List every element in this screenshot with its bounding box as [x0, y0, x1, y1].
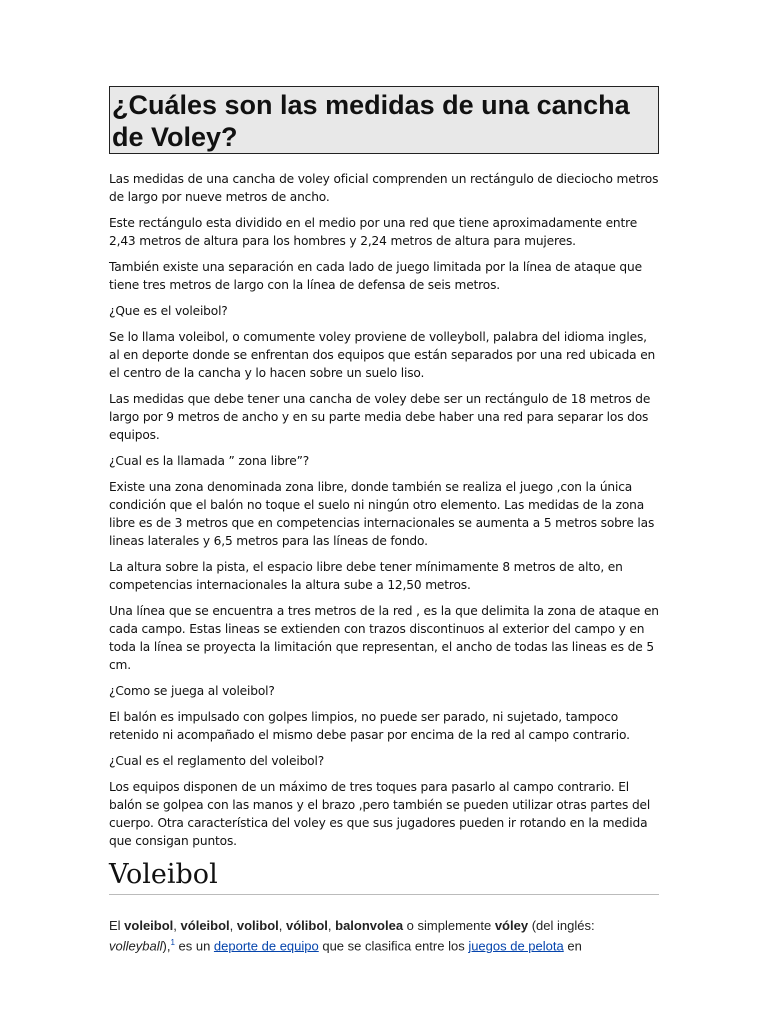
question-heading: ¿Cual es el reglamento del voleibol? [109, 754, 325, 768]
wiki-text: , [229, 918, 237, 933]
question-heading: ¿Que es el voleibol? [109, 304, 228, 318]
question-heading: ¿Cual es la llamada ” zona libre”? [109, 454, 310, 468]
wiki-text: El [109, 918, 125, 933]
wiki-text: es un [174, 938, 214, 954]
wiki-english-term: volleyball [109, 938, 163, 954]
wiki-text: ), [162, 938, 171, 954]
link-juegos-de-pelota[interactable]: juegos de pelota [468, 938, 564, 954]
wiki-term: volibol [236, 918, 279, 933]
paragraph: Se lo llama voleibol, o comumente voley proviene de volleyboll, palabra del idioma ingles, al en deporte donde se enfrentan dos equipos que están separados por una red ubicada en el centro de la cancha y lo hacen sobre un suelo liso. [109, 330, 656, 380]
wiki-term: voleibol [124, 918, 174, 933]
paragraph: Las medidas que debe tener una cancha de voley debe ser un rectángulo de 18 metros de largo por 9 metros de ancho y en su parte media debe haber una red para separar los dos equipos. [109, 392, 651, 442]
wiki-text: , [278, 918, 287, 933]
paragraph: Una línea que se encuentra a tres metros de la red , es la que delimita la zona de ataque en cada campo. Estas lineas se extienden con trazos discontinuos al exterior del campo y en toda la línea se proyecta la limitación que representan, el ancho de todas las lineas es de 5 cm. [109, 604, 659, 672]
wiki-text: , [327, 918, 336, 933]
page-title: ¿Cuáles son las medidas de una cancha de Voley? [109, 86, 659, 154]
wiki-term: vóleibol [180, 918, 230, 933]
wiki-term: vóley [494, 918, 529, 933]
wiki-text: o simplemente [403, 918, 495, 933]
article-body [109, 170, 659, 850]
paragraph: Las medidas de una cancha de voley oficial comprenden un rectángulo de dieciocho metros de largo por nueve metros de ancho. [109, 172, 659, 204]
wiki-intro-paragraph [109, 917, 659, 954]
paragraph: Los equipos disponen de un máximo de tres toques para pasarlo al campo contrario. El balón se golpea con las manos y el brazo ,pero también se pueden utilizar otras partes del cuerpo. Otra característica del voley es que sus jugadores pueden ir rotando en la medida que consigan puntos. [109, 780, 651, 848]
wiki-text: que se clasifica entre los [318, 938, 469, 954]
paragraph: La altura sobre la pista, el espacio libre debe tener mínimamente 8 metros de alto, en competencias internacionales la altura sube a 12,50 metros. [109, 560, 623, 592]
reference-link[interactable]: 1 [170, 938, 175, 947]
link-deporte-de-equipo[interactable]: deporte de equipo [213, 938, 319, 954]
wiki-term: vólibol [286, 918, 328, 933]
paragraph: Este rectángulo esta dividido en el medio por una red que tiene aproximadamente entre 2,43 metros de altura para los hombres y 2,24 metros de altura para mujeres. [109, 216, 638, 248]
question-heading: ¿Como se juega al voleibol? [109, 684, 275, 698]
wiki-text: (del inglés: [528, 918, 595, 933]
wiki-term: balonvolea [335, 918, 404, 933]
document-page [109, 86, 659, 954]
paragraph: Existe una zona denominada zona libre, donde también se realiza el juego ,con la única condición que el balón no toque el suelo ni ningún otro elemento. Las medidas de la zona libre es de 3 metros que en competencias internacionales se aumenta a 5 metros sobre las lineas laterales y 6,5 metros para las líneas de fondo. [109, 480, 655, 548]
wiki-text: , [173, 918, 181, 933]
wiki-text: en [563, 938, 582, 954]
paragraph: También existe una separación en cada lado de juego limitada por la línea de ataque que tiene tres metros de largo con la línea de defensa de seis metros. [109, 260, 642, 292]
wiki-heading: Voleibol [109, 858, 659, 895]
paragraph: El balón es impulsado con golpes limpios, no puede ser parado, ni sujetado, tampoco retenido ni acompañado el mismo debe pasar por encima de la red al campo contrario. [109, 710, 630, 742]
